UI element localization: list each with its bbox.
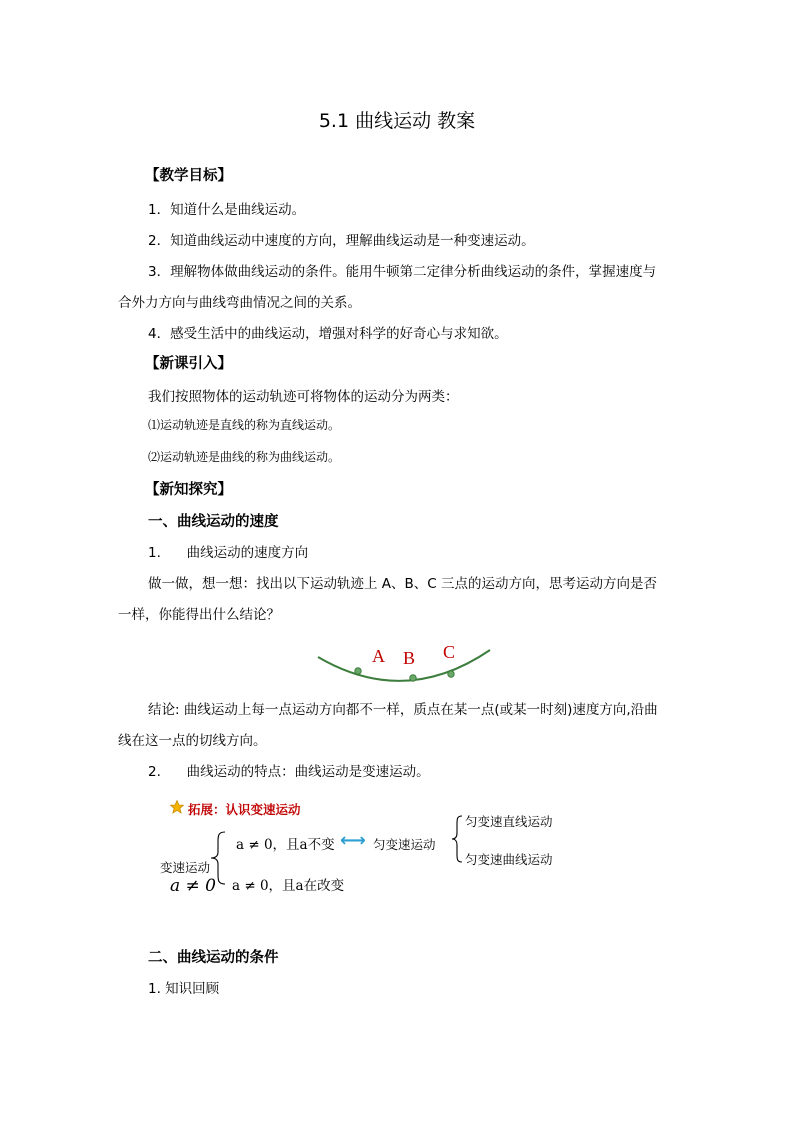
intro-item-2: ⑵运动轨迹是曲线的称为曲线运动。 [148,450,341,464]
goal-item-4: 4．感受生活中的曲线运动，增强对科学的好奇心与求知欲。 [148,326,508,342]
point-a-dot [355,668,361,674]
point-c-dot [448,671,454,677]
task-line-2: 一样，你能得出什么结论？ [118,607,280,623]
branch-2: a ≠ 0，且a在改变 [232,878,345,894]
leaf-linear: 匀变速直线运动 [465,814,553,829]
point-a-label: A [372,646,385,666]
curve-figure [310,636,500,688]
section-2-sub-1: 1. 知识回顾 [148,981,220,997]
goal-item-1: 1．知道什么是曲线运动。 [148,202,306,218]
goal-item-3-cont: 合外力方向与曲线弯曲情况之间的关系。 [118,295,361,311]
conclusion-line-1: 结论: 曲线运动上每一点运动方向都不一样，质点在某一点(或某一时刻)速度方向,沿曲 [148,702,658,718]
goal-item-3: 3．理解物体做曲线运动的条件。能用牛顿第二定律分析曲线运动的条件，掌握速度与 [148,264,657,280]
root-formula: a ≠ 0 [170,876,217,896]
branch-1: a ≠ 0，且a不变 [236,837,335,853]
goal-item-2: 2．知道曲线运动中速度的方向，理解曲线运动是一种变速运动。 [148,233,535,249]
section-1-title: 一、曲线运动的速度 [148,514,279,530]
point-b-dot [410,675,416,681]
section-1-sub-1: 1. 曲线运动的速度方向 [148,545,309,561]
star-icon [170,800,184,814]
intro-heading: 【新课引入】 [145,356,232,372]
task-line-1: 做一做，想一想：找出以下运动轨迹上 A、B、C 三点的运动方向，思考运动方向是否 [148,576,658,592]
section-2-title: 二、曲线运动的条件 [148,950,279,966]
root-label: 变速运动 [160,860,211,875]
point-c-label: C [443,642,456,662]
section-1-sub-2: 2. 曲线运动的特点：曲线运动是变速运动。 [148,764,430,780]
uniform-variable-motion: 匀变速运动 [373,837,436,852]
explore-heading: 【新知探究】 [145,482,232,498]
goals-heading: 【教学目标】 [145,168,232,184]
intro-item-1: ⑴运动轨迹是直线的称为直线运动。 [148,418,341,432]
root-brace [205,826,235,890]
double-arrow-icon: ⟷ [340,830,366,851]
leaf-curved: 匀变速曲线运动 [465,852,553,867]
page-title: 5.1 曲线运动 教案 [318,110,476,132]
diagram-header: 拓展：认识变速运动 [188,802,301,817]
point-b-label: B [403,648,416,668]
conclusion-line-2: 线在这一点的切线方向。 [118,733,267,749]
intro-text: 我们按照物体的运动轨迹可将物体的运动分为两类： [148,389,459,405]
